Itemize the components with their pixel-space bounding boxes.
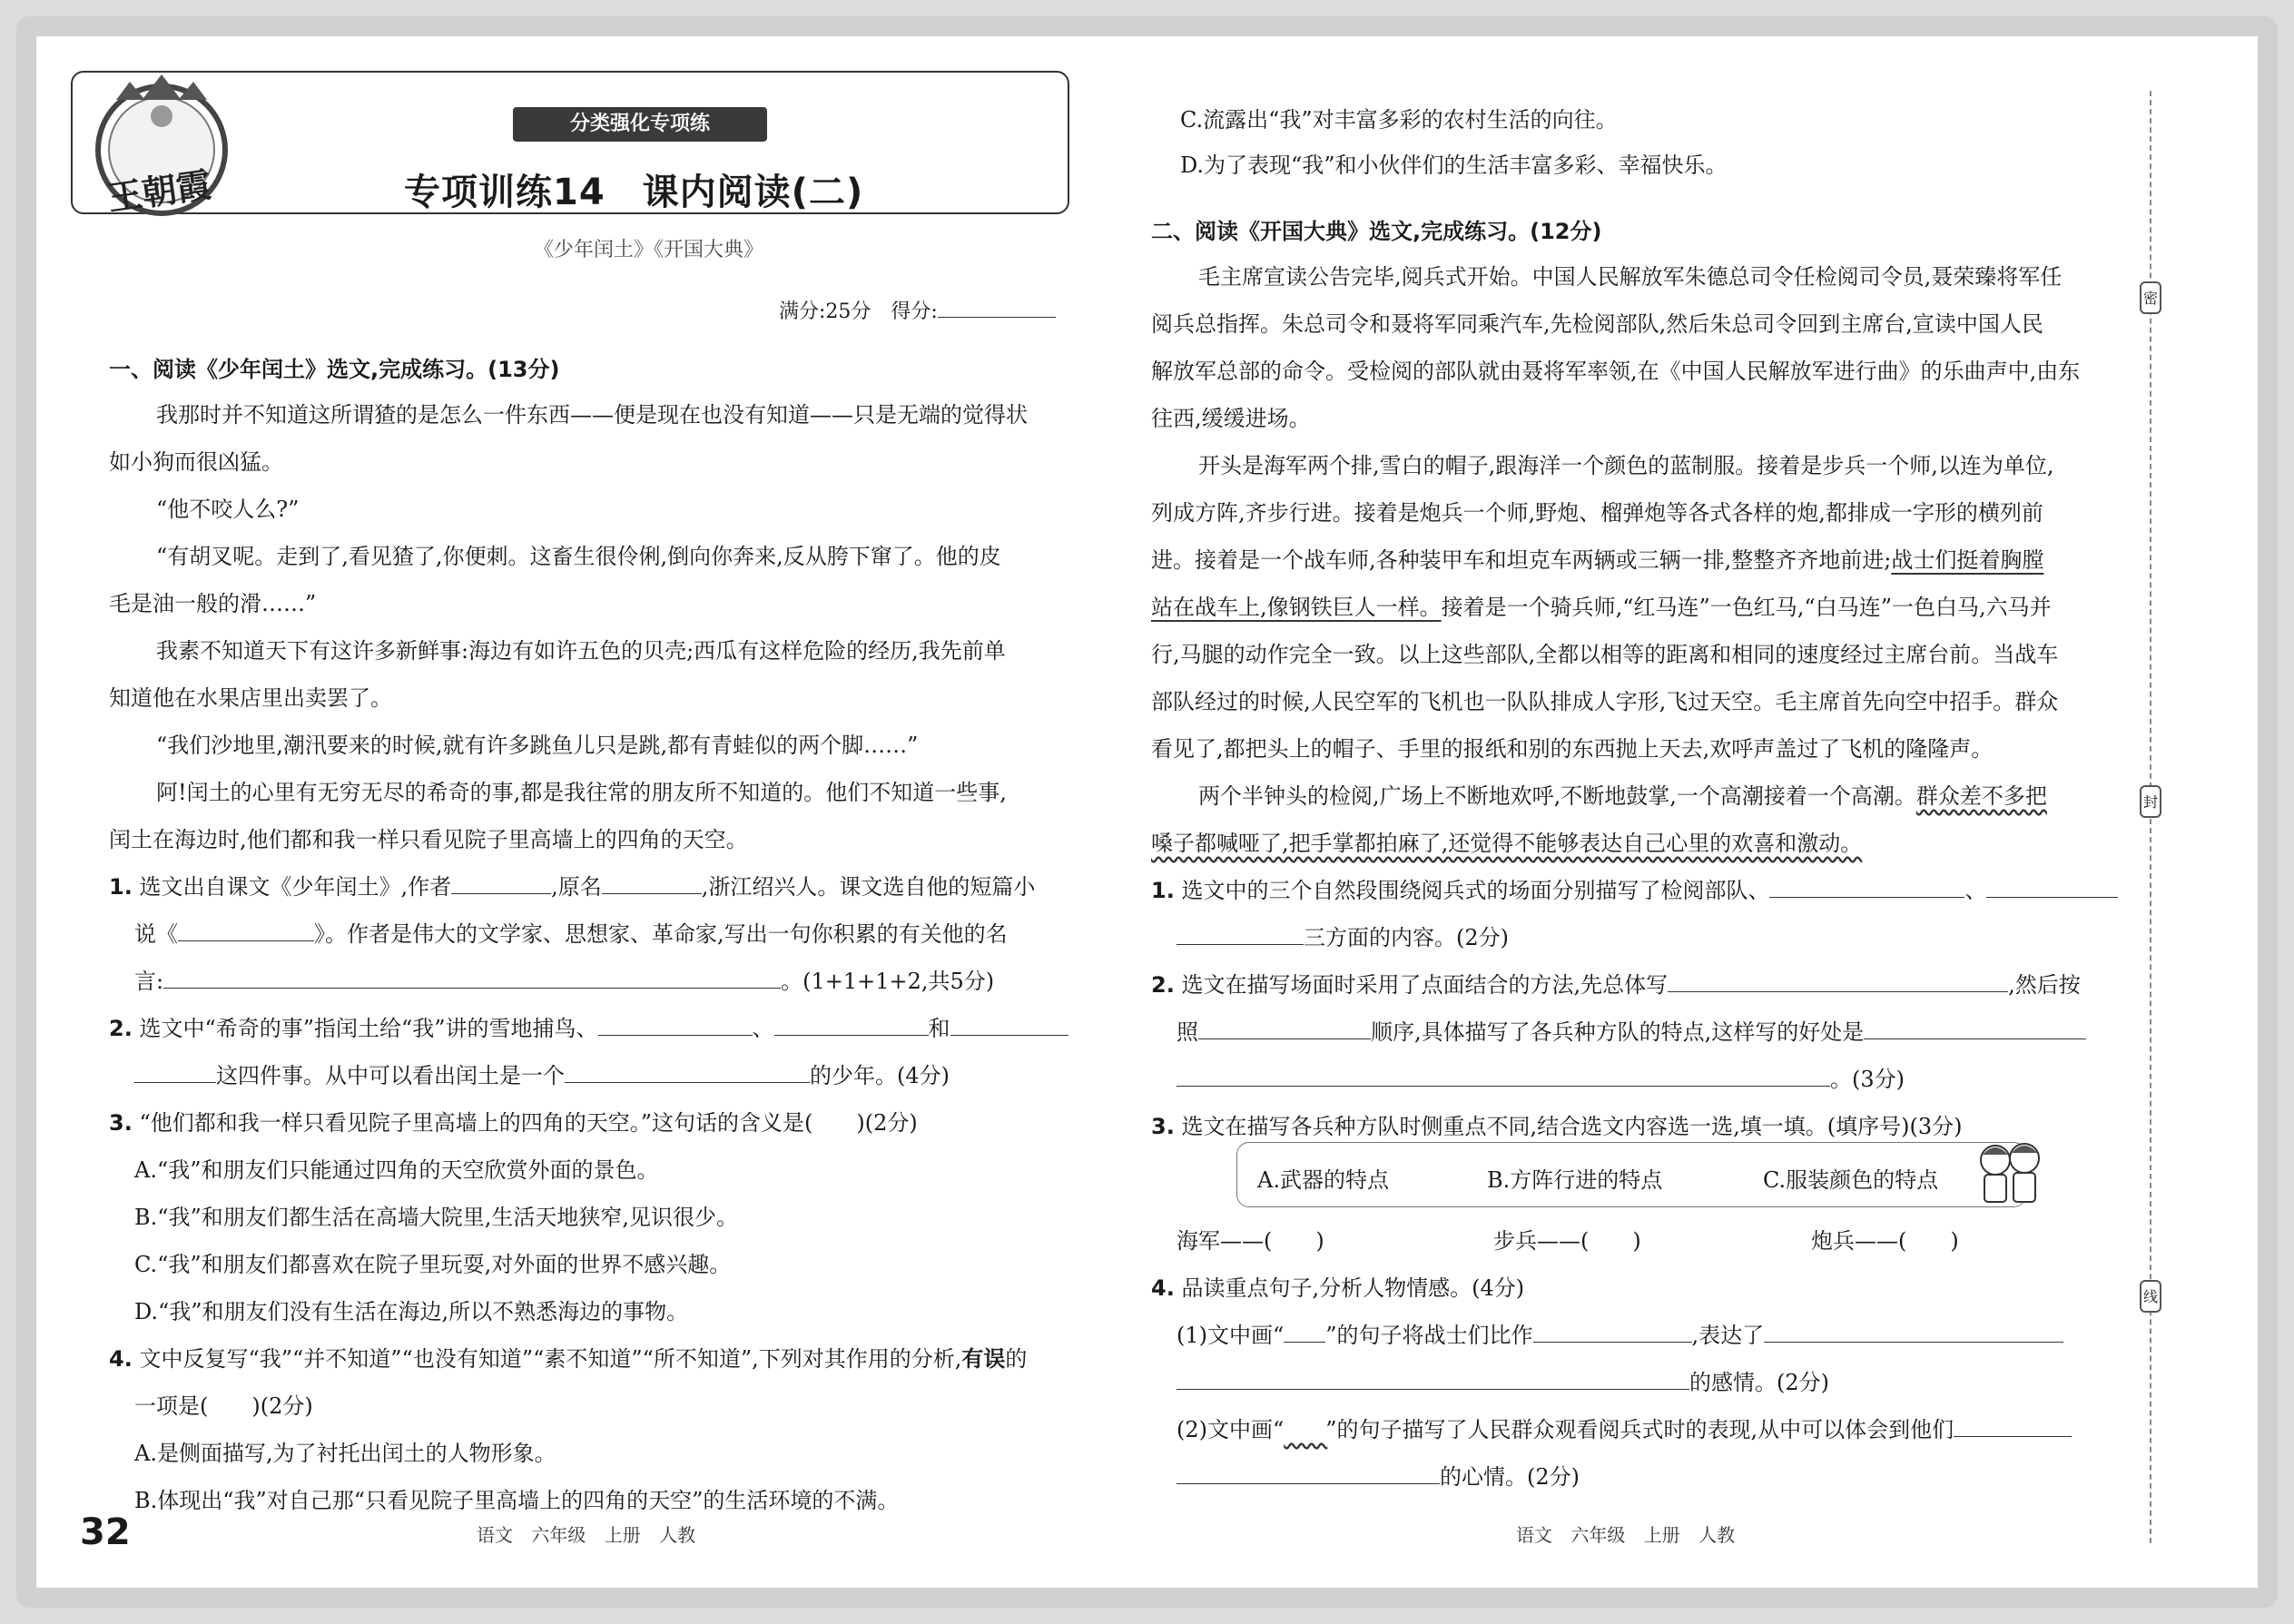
question-4-1: (1)文中画“ ”的句子将战士们比作 ,表达了: [1177, 1320, 2063, 1351]
passage2-line: 毛主席宣读公告完毕,阅兵式开始。中国人民解放军朱德总司令任检阅司令员,聂荣臻将军任: [1198, 264, 2063, 290]
passage2-line: 两个半钟头的检阅,广场上不断地欢呼,不断地鼓掌,一个高潮接着一个高潮。群众差不多把: [1198, 783, 2047, 809]
question-4-2: (2)文中画“ ”的句子描写了人民群众观看阅兵式时的表现,从中可以体会到他们: [1177, 1414, 2072, 1445]
cartoon-kids-icon: [1970, 1137, 2052, 1209]
answer-blank[interactable]: [1198, 1017, 1371, 1039]
answer-artillery[interactable]: 炮兵——( ): [1811, 1228, 1959, 1254]
passage2-line: 看见了,都把头上的帽子、手里的报纸和别的东西抛上天去,欢呼声盖过了飞机的隆隆声。: [1151, 736, 1994, 762]
answer-blank[interactable]: [178, 919, 314, 941]
passage1-line: 知道他在水果店里出卖罢了。: [109, 685, 392, 711]
question-4: 4. 文中反复写“我”“并不知道”“也没有知道”“素不知道”“所不知道”,下列对其作用的分析,有误的: [109, 1346, 1028, 1372]
passage2-line: 阅兵总指挥。朱总司令和聂将军同乘汽车,先检阅部队,然后朱总司令回到主席台,宣读中国人民: [1151, 311, 2043, 337]
option-c[interactable]: C.“我”和朋友们都喜欢在院子里玩耍,对外面的世界不感兴趣。: [134, 1252, 732, 1277]
answer-blank[interactable]: [1769, 875, 1964, 898]
lesson-reference: 《少年闰土》《开国大典》: [534, 239, 764, 261]
option-b[interactable]: B.体现出“我”对自己那“只看见院子里高墙上的四角的天空”的生活环境的不满。: [134, 1488, 900, 1513]
answer-blank[interactable]: [1177, 922, 1304, 945]
passage2-line: 往西,缓缓进场。: [1151, 406, 1311, 431]
passage2-line: 解放军总部的命令。受检阅的部队就由聂将军率领,在《中国人民解放军进行曲》的乐曲声中,由东: [1151, 359, 2081, 384]
logo-text: 王朝霞: [104, 163, 214, 219]
answer-blank[interactable]: [1764, 1320, 2063, 1343]
passage1-line: 阿!闰土的心里有无穷无尽的希奇的事,都是我往常的朋友所不知道的。他们不知道一些事,: [156, 780, 1007, 805]
option-a[interactable]: A.“我”和朋友们只能通过四角的天空欣赏外面的景色。: [134, 1157, 659, 1183]
passage2-line: 进。接着是一个战车师,各种装甲车和坦克车两辆或三辆一排,整整齐齐地前进;战士们挺着胸膛: [1151, 547, 2044, 573]
passage2-line: 行,马腿的动作完全一致。以上这些部队,全都以相等的距离和相同的速度经过主席台前。当战车: [1151, 642, 2059, 667]
left-footer: 语文 六年级 上册 人教: [477, 1524, 696, 1546]
question-1-line3: 言: 。(1+1+1+2,共5分): [134, 966, 994, 997]
answer-blank[interactable]: [602, 871, 702, 894]
option-d[interactable]: D.“我”和朋友们没有生活在海边,所以不熟悉海边的事物。: [134, 1299, 689, 1324]
option-b[interactable]: B.“我”和朋友们都生活在高墙大院里,生活天地狭窄,见识很少。: [134, 1205, 739, 1230]
underline-sample: [1284, 1320, 1325, 1343]
passage1-line: 我那时并不知道这所谓猹的是怎么一件东西——便是现在也没有知道——只是无端的觉得状: [156, 402, 1028, 428]
answer-blank[interactable]: [950, 1013, 1068, 1036]
passage1-line: 闰土在海边时,他们都和我一样只看见院子里高墙上的四角的天空。: [109, 827, 748, 852]
option-c[interactable]: C.流露出“我”对丰富多彩的农村生活的向往。: [1180, 107, 1618, 133]
question-3: 3. “他们都和我一样只看见院子里高墙上的四角的天空。”这句话的含义是( )(2分): [109, 1110, 918, 1136]
binder-label: 线: [2140, 1280, 2161, 1313]
wavy-underlined-sentence: 群众差不多把: [1915, 783, 2047, 809]
answer-blank[interactable]: [1177, 1064, 1830, 1087]
section1-title: 一、阅读《少年闰土》选文,完成练习。(13分): [109, 357, 560, 382]
answer-blank[interactable]: [1986, 875, 2118, 898]
answer-blank[interactable]: [1177, 1462, 1440, 1484]
wavy-underlined-sentence: 嗓子都喊哑了,把手掌都拍麻了,还觉得不能够表达自己心里的欢喜和激动。: [1151, 831, 1863, 856]
choice-c: C.服装颜色的特点: [1763, 1167, 1939, 1193]
binder-label: 密: [2140, 281, 2161, 314]
question-4: 4. 品读重点句子,分析人物情感。(4分): [1151, 1275, 1525, 1301]
right-footer: 语文 六年级 上册 人教: [1516, 1524, 1736, 1546]
answer-blank[interactable]: [1533, 1320, 1692, 1343]
passage2-line: [1151, 828, 1862, 859]
option-a[interactable]: A.是侧面描写,为了衬托出闰土的人物形象。: [134, 1441, 556, 1466]
page-number: 32: [80, 1511, 131, 1553]
question-1: 1. 选文出自课文《少年闰土》,作者 ,原名 ,浙江绍兴人。课文选自他的短篇小: [109, 871, 1035, 902]
answer-blank[interactable]: [163, 966, 781, 989]
answer-navy[interactable]: 海军——( ): [1177, 1228, 1324, 1254]
question-3: 3. 选文在描写各兵种方队时侧重点不同,结合选文内容选一选,填一填。(填序号)(3分): [1151, 1114, 1963, 1139]
passage1-line: 如小狗而很凶猛。: [109, 449, 283, 475]
answer-blank[interactable]: [774, 1013, 929, 1036]
wavy-sample: [1284, 1414, 1325, 1445]
answer-blank[interactable]: [598, 1013, 753, 1036]
question-2: 2. 选文中“希奇的事”指闰土给“我”讲的雪地捕鸟、 、 和: [109, 1013, 1068, 1044]
score-blank[interactable]: [938, 295, 1056, 318]
question-4-line2: 一项是( )(2分): [134, 1393, 313, 1419]
underlined-sentence: 站在战车上,像钢铁巨人一样。: [1151, 595, 1442, 620]
binder-label: 封: [2140, 785, 2161, 818]
passage1-line: “我们沙地里,潮汛要来的时候,就有许多跳鱼儿只是跳,都有青蛙似的两个脚……”: [156, 733, 919, 758]
answer-blank[interactable]: [134, 1060, 216, 1083]
question-1-line2: 三方面的内容。(2分): [1177, 922, 1509, 953]
question-4-1-line2: 的感情。(2分): [1177, 1367, 1829, 1398]
passage1-line: 我素不知道天下有这许多新鲜事:海边有如许五色的贝壳;西瓜有这样危险的经历,我先前单: [156, 638, 1006, 664]
answer-blank[interactable]: [451, 871, 551, 894]
passage1-line: 毛是油一般的滑……”: [109, 591, 317, 616]
passage2-line: 列成方阵,齐步行进。接着是炮兵一个师,野炮、榴弹炮等各式各样的炮,都排成一字形的横列前: [1151, 500, 2043, 526]
page-title: 专项训练14 课内阅读(二): [404, 172, 864, 213]
score-field: [779, 295, 1056, 324]
score-label: 满分:25分 得分:: [779, 300, 938, 323]
category-tag: 分类强化专项练: [513, 107, 767, 142]
answer-blank[interactable]: [565, 1060, 810, 1083]
underlined-sentence: 战士们挺着胸膛: [1891, 547, 2044, 573]
question-4-2-line2: 的心情。(2分): [1177, 1462, 1580, 1492]
question-2: 2. 选文在描写场面时采用了点面结合的方法,先总体写 ,然后按: [1151, 969, 2081, 1000]
question-1-line2: 说《 》。作者是伟大的文学家、思想家、革命家,写出一句你积累的有关他的名: [134, 919, 1008, 950]
passage2-line: 部队经过的时候,人民空军的飞机也一队队排成人字形,飞过天空。毛主席首先向空中招手。群众: [1151, 689, 2059, 714]
question-1: 1. 选文中的三个自然段围绕阅兵式的场面分别描写了检阅部队、 、: [1151, 875, 2118, 906]
answer-blank[interactable]: [1177, 1367, 1689, 1390]
answer-blank[interactable]: [1864, 1017, 2086, 1039]
choice-a: A.武器的特点: [1257, 1167, 1389, 1193]
question-2-line3: 。(3分): [1177, 1064, 1905, 1095]
answer-blank[interactable]: [1954, 1414, 2072, 1437]
passage1-line: “有胡叉呢。走到了,看见猹了,你便刺。这畜生很伶俐,倒向你奔来,反从胯下窜了。他的皮: [156, 544, 1001, 569]
passage2-line: 站在战车上,像钢铁巨人一样。接着是一个骑兵师,“红马连”一色红马,“白马连”一色白马,六马并: [1151, 595, 2052, 620]
choice-b: B.方阵行进的特点: [1487, 1167, 1663, 1193]
passage1-line: “他不咬人么?”: [156, 497, 300, 522]
question-2-line2: 这四件事。从中可以看出闰土是一个 的少年。(4分): [134, 1060, 950, 1091]
answer-infantry[interactable]: 步兵——( ): [1493, 1228, 1641, 1254]
passage2-line: 开头是海军两个排,雪白的帽子,跟海洋一个颜色的蓝制服。接着是步兵一个师,以连为单位,: [1198, 453, 2054, 478]
option-d[interactable]: D.为了表现“我”和小伙伴们的生活丰富多彩、幸福快乐。: [1180, 153, 1728, 178]
section2-title: 二、阅读《开国大典》选文,完成练习。(12分): [1151, 219, 1602, 244]
question-2-line2: 照 顺序,具体描写了各兵种方队的特点,这样写的好处是: [1177, 1017, 2086, 1048]
answer-blank[interactable]: [1668, 969, 2008, 992]
